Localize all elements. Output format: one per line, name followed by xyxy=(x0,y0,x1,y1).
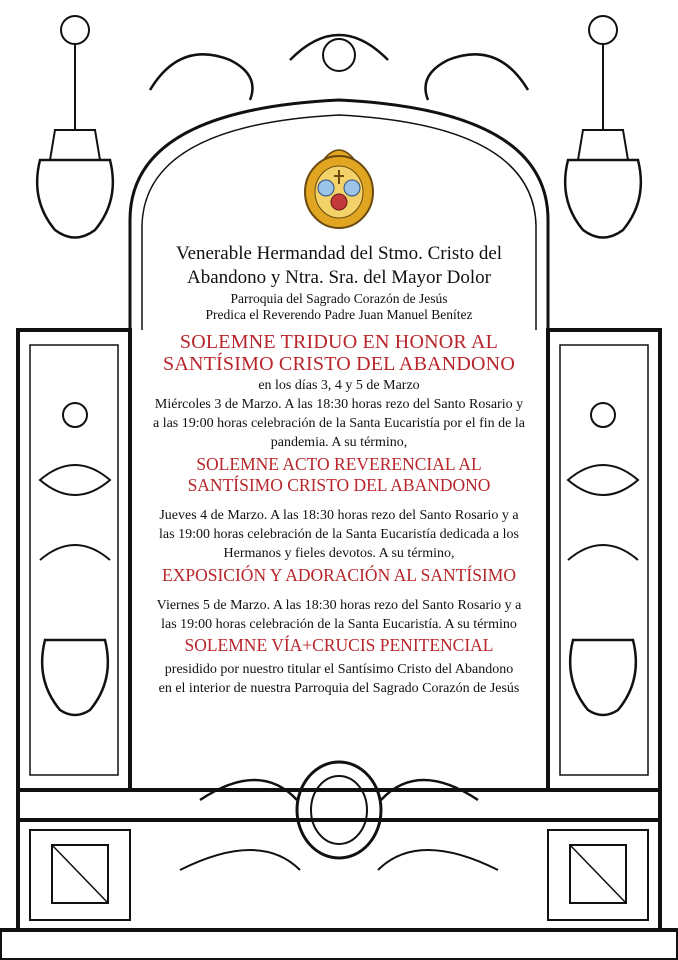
day3-act: SOLEMNE VÍA+CRUCIS PENITENCIAL xyxy=(184,635,494,655)
day1-line3: pandemia. A su término, xyxy=(270,435,408,450)
day1-act-line2: SANTÍSIMO CRISTO DEL ABANDONO xyxy=(187,475,491,495)
triduo-heading-line1: SOLEMNE TRIDUO EN HONOR AL xyxy=(179,331,499,353)
day2-line1: Jueves 4 de Marzo. A las 18:30 horas rezo del Santo Rosario y a xyxy=(159,508,519,523)
triduo-heading-line2: SANTÍSIMO CRISTO DEL ABANDONO xyxy=(163,353,515,375)
day3-line1: Viernes 5 de Marzo. A las 18:30 horas rezo del Santo Rosario y a xyxy=(156,598,522,613)
day1-act-line1: SOLEMNE ACTO REVERENCIAL AL xyxy=(196,454,482,474)
triduo-dates: en los días 3, 4 y 5 de Marzo xyxy=(258,378,420,393)
brotherhood-name-line2: Abandono y Ntra. Sra. del Mayor Dolor xyxy=(187,267,491,288)
day3-closing-line1: presidido por nuestro titular el Santísimo Cristo del Abandono xyxy=(164,662,514,677)
day2-line2: las 19:00 horas celebración de la Santa Eucaristía dedicada a los xyxy=(159,527,519,542)
preacher: Predica el Reverendo Padre Juan Manuel Benítez xyxy=(205,307,473,322)
brotherhood-name-line1: Venerable Hermandad del Stmo. Cristo del xyxy=(175,243,503,264)
parish-name: Parroquia del Sagrado Corazón de Jesús xyxy=(230,291,448,306)
day1-line2: a las 19:00 horas celebración de la Santa Eucaristía por el fin de la xyxy=(152,416,526,431)
day1-line1: Miércoles 3 de Marzo. A las 18:30 horas rezo del Santo Rosario y xyxy=(154,397,524,412)
day2-line3: Hermanos y fieles devotos. A su término, xyxy=(223,546,455,561)
day2-act: EXPOSICIÓN Y ADORACIÓN AL SANTÍSIMO xyxy=(162,565,516,585)
brotherhood-crest-icon xyxy=(300,140,378,232)
day3-closing-line2: en el interior de nuestra Parroquia del Sagrado Corazón de Jesús xyxy=(158,681,520,696)
day3-line2: las 19:00 horas celebración de la Santa Eucaristía. A su término xyxy=(161,617,517,632)
